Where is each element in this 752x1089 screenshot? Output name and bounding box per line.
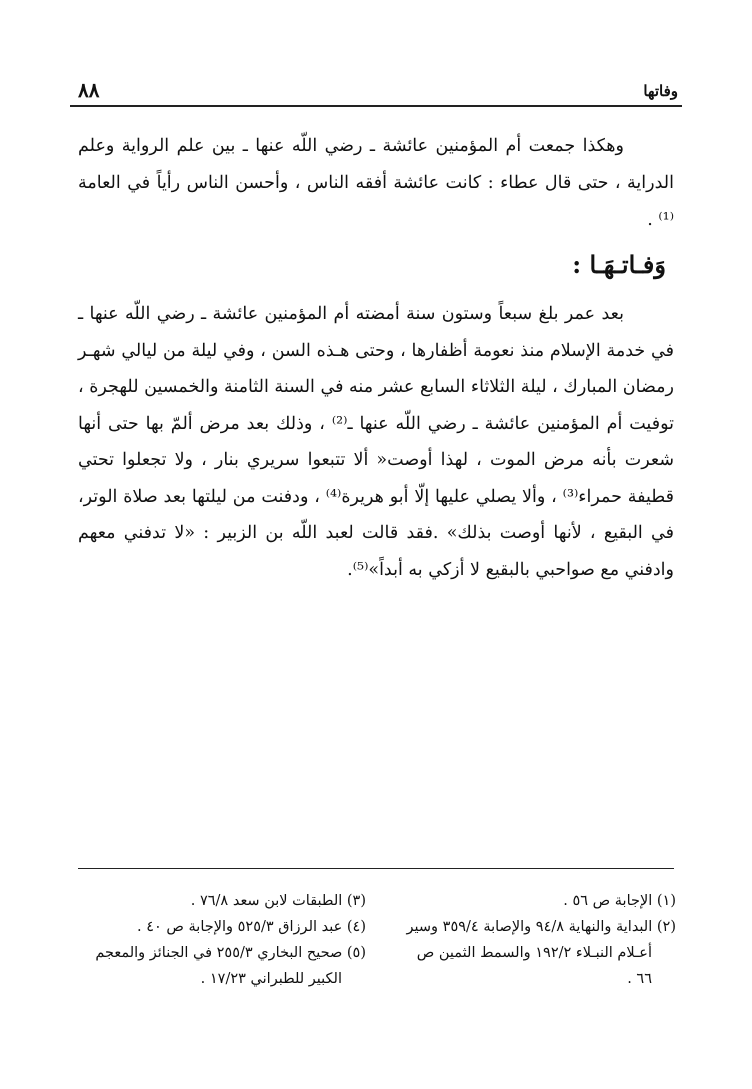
footnote-2: (٢) البداية والنهاية ٩٤/٨ والإصابة ٣٥٩/٤ وسير bbox=[406, 919, 676, 935]
footnote-2-cont: أعـلام النبـلاء ١٩٢/٢ والسمط الثمين ص bbox=[416, 945, 652, 961]
footnotes-right-column bbox=[384, 888, 676, 992]
page-header bbox=[70, 72, 682, 104]
footnote-5: (٥) صحيح البخاري ٢٥٥/٣ في الجنائز والمعجم bbox=[95, 945, 366, 961]
footnote-5-cont: الكبير للطبراني ١٧/٢٣ . bbox=[200, 971, 342, 987]
header-rule bbox=[70, 105, 682, 107]
footnote-3: (٣) الطبقات لابن سعد ٧٦/٨ . bbox=[190, 893, 366, 909]
death-paragraph: بعد عمر بلغ سبعاً وستون سنة أمضته أم المؤمنين عائشة ـ رضي اللّه عنها ـ في خدمة الإسلام منذ نعومة أظفارها ، وحتى هـذه السن ، وفي ليلة من ليالي شهـر رمضان المبارك ، ليلة الثلاثاء السابع عشر منه في السنة الثامنة والخمسين للهجرة ، توفيت أم المؤمنين عائشة ـ رضي اللّه عنها ـ⁽²⁾ ، وذلك بعد مرض ألمّ بها حتى أنها شعرت بأنه مرض الموت ، لهذا أوصت« ألا تتبعوا سريري بنار ، ولا تجعلوا تحتي قطيفة حمراء⁽³⁾ ، وألا يصلي عليها إلّا أبو هريرة⁽⁴⁾ ، ودفنت من ليلتها بعد صلاة الوتر، في البقيع ، لأنها أوصت بذلك» .فقد قالت لعبد اللّه بن الزبير : «لا تدفني معهم وادفني مع صواحبي بالبقيع لا أزكي به أبداً»⁽⁵⁾. bbox=[78, 304, 675, 580]
page-number: ٨٨ bbox=[78, 78, 100, 102]
footnote-rule bbox=[78, 868, 674, 869]
section-heading: وَفـاتـهَـا : bbox=[572, 250, 666, 279]
footnote-1: (١) الإجابة ص ٥٦ . bbox=[563, 893, 676, 909]
footnotes bbox=[70, 888, 682, 1018]
footnote-4: (٤) عبد الرزاق ٥٢٥/٣ والإجابة ص ٤٠ . bbox=[136, 919, 366, 935]
footnotes-left-column bbox=[70, 888, 366, 992]
intro-paragraph: وهكذا جمعت أم المؤمنين عائشة ـ رضي اللّه عنها ـ بين علم الرواية وعلم الدراية ، حتى قال عطاء : كانت عائشة أفقه الناس ، وأحسن الناس رأياً في العامة ⁽¹⁾ . bbox=[78, 136, 674, 230]
running-title: وفاتها bbox=[643, 82, 678, 100]
footnote-2-cont: ٦٦ . bbox=[627, 971, 652, 987]
